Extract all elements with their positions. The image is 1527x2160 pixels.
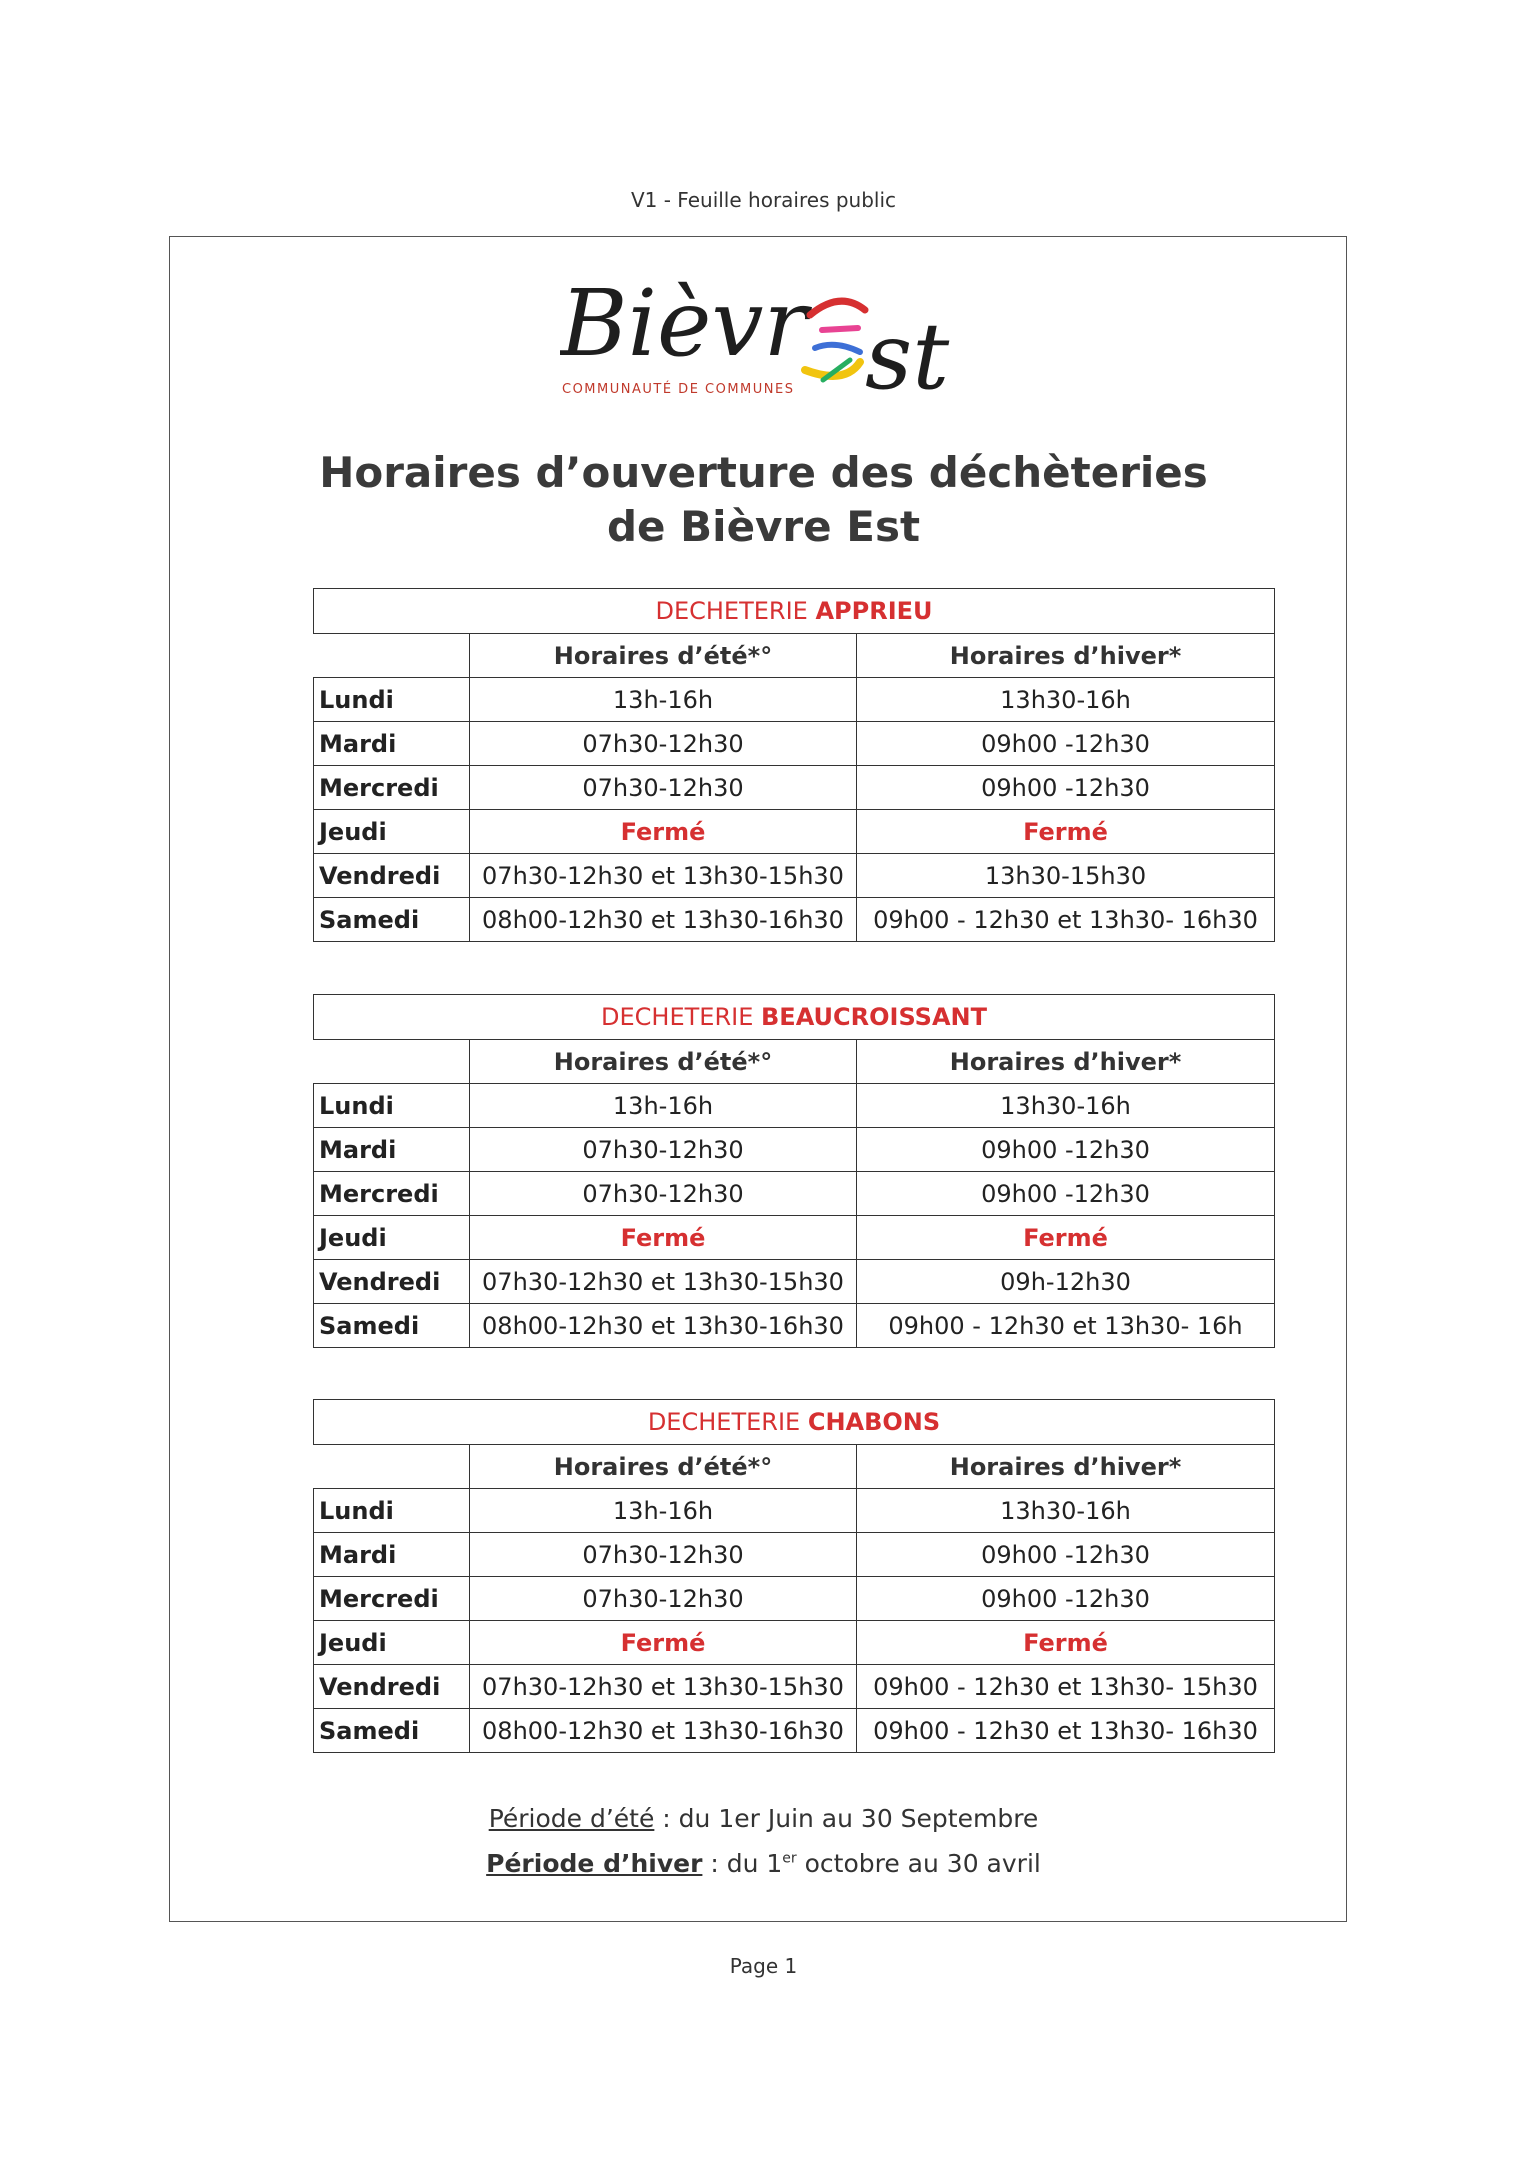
table-row [314, 854, 1275, 898]
day-cell: Mercredi [314, 1172, 470, 1216]
winter-hours-header: Horaires d’hiver* [857, 634, 1275, 678]
day-cell: Samedi [314, 1304, 470, 1348]
day-cell: Mardi [314, 1533, 470, 1577]
center-name: BEAUCROISSANT [761, 1003, 987, 1031]
summer-hours-cell: 13h-16h [470, 678, 857, 722]
logo-tagline: COMMUNAUTÉ DE COMMUNES [562, 382, 795, 397]
table-row [314, 1533, 1275, 1577]
summer-hours-cell: 07h30-12h30 [470, 1128, 857, 1172]
summer-hours-cell: 07h30-12h30 [470, 1533, 857, 1577]
day-cell: Samedi [314, 1709, 470, 1753]
summer-hours-cell: 07h30-12h30 et 13h30-15h30 [470, 1260, 857, 1304]
summer-hours-header: Horaires d’été*° [470, 1445, 857, 1489]
summer-period [0, 1804, 1527, 1833]
winter-period-sup: er [782, 1850, 797, 1867]
table-header-row [314, 1040, 1275, 1084]
header-blank-cell [314, 1040, 470, 1084]
schedule-table [313, 1399, 1275, 1753]
table-header-row [314, 634, 1275, 678]
title-line-2: de Bièvre Est [606, 502, 921, 551]
table-row [314, 1260, 1275, 1304]
winter-hours-cell: 09h00 -12h30 [857, 1128, 1275, 1172]
summer-hours-cell: 07h30-12h30 [470, 1577, 857, 1621]
winter-hours-cell: 09h00 -12h30 [857, 1533, 1275, 1577]
winter-hours-cell: 09h-12h30 [857, 1260, 1275, 1304]
winter-hours-cell: 09h00 - 12h30 et 13h30- 16h30 [857, 1709, 1275, 1753]
winter-hours-cell: 09h00 - 12h30 et 13h30- 16h [857, 1304, 1275, 1348]
schedule-table [313, 588, 1275, 942]
center-name: CHABONS [807, 1408, 941, 1436]
schedule-table [313, 994, 1275, 1348]
table-row [314, 678, 1275, 722]
table-row [314, 810, 1275, 854]
summer-hours-cell: Fermé [470, 810, 857, 854]
table-caption [314, 995, 1275, 1040]
table-caption-row [314, 1400, 1275, 1445]
svg-text:st: st [865, 303, 950, 410]
table-row [314, 1216, 1275, 1260]
caption-prefix: DECHETERIE [655, 597, 808, 625]
table-row [314, 766, 1275, 810]
winter-hours-cell: 09h00 -12h30 [857, 722, 1275, 766]
winter-hours-cell: 13h30-16h [857, 1084, 1275, 1128]
day-cell: Vendredi [314, 1260, 470, 1304]
day-cell: Mercredi [314, 766, 470, 810]
table-row [314, 1577, 1275, 1621]
svg-text:Bièvr: Bièvr [560, 270, 808, 377]
winter-hours-cell: Fermé [857, 1621, 1275, 1665]
summer-hours-cell: 07h30-12h30 [470, 722, 857, 766]
day-cell: Mardi [314, 1128, 470, 1172]
header-blank-cell [314, 634, 470, 678]
winter-hours-cell: 09h00 -12h30 [857, 1577, 1275, 1621]
summer-hours-header: Horaires d’été*° [470, 1040, 857, 1084]
table-row [314, 1709, 1275, 1753]
summer-hours-cell: 13h-16h [470, 1084, 857, 1128]
day-cell: Jeudi [314, 810, 470, 854]
winter-period-text-end: octobre au 30 avril [796, 1849, 1041, 1878]
winter-hours-cell: 09h00 -12h30 [857, 766, 1275, 810]
table-row [314, 1084, 1275, 1128]
summer-hours-cell: 13h-16h [470, 1489, 857, 1533]
winter-period-label: Période d’hiver [486, 1849, 703, 1878]
day-cell: Jeudi [314, 1216, 470, 1260]
summer-period-label: Période d’été [488, 1804, 655, 1833]
table-row [314, 1621, 1275, 1665]
table-row [314, 898, 1275, 942]
summer-hours-cell: 08h00-12h30 et 13h30-16h30 [470, 1304, 857, 1348]
day-cell: Jeudi [314, 1621, 470, 1665]
table-caption-row [314, 589, 1275, 634]
winter-hours-header: Horaires d’hiver* [857, 1445, 1275, 1489]
header-blank-cell [314, 1445, 470, 1489]
bievre-est-logo [560, 270, 980, 410]
day-cell: Vendredi [314, 854, 470, 898]
winter-hours-cell: 13h30-15h30 [857, 854, 1275, 898]
table-row [314, 1172, 1275, 1216]
document-header: V1 - Feuille horaires public [630, 188, 897, 212]
title-line-1: Horaires d’ouverture des déchèteries [319, 448, 1208, 497]
summer-hours-header: Horaires d’été*° [470, 634, 857, 678]
summer-hours-cell: Fermé [470, 1621, 857, 1665]
summer-hours-cell: 08h00-12h30 et 13h30-16h30 [470, 1709, 857, 1753]
winter-hours-cell: Fermé [857, 810, 1275, 854]
summer-hours-cell: 07h30-12h30 [470, 766, 857, 810]
center-name: APPRIEU [815, 597, 933, 625]
winter-period [0, 1849, 1527, 1878]
table-row [314, 722, 1275, 766]
day-cell: Vendredi [314, 1665, 470, 1709]
summer-period-text: : du 1er Juin au 30 Septembre [654, 1804, 1039, 1833]
table-caption-row [314, 995, 1275, 1040]
winter-hours-cell: 09h00 - 12h30 et 13h30- 15h30 [857, 1665, 1275, 1709]
table-row [314, 1304, 1275, 1348]
caption-prefix: DECHETERIE [601, 1003, 754, 1031]
summer-hours-cell: Fermé [470, 1216, 857, 1260]
day-cell: Mardi [314, 722, 470, 766]
table-row [314, 1128, 1275, 1172]
winter-hours-cell: 09h00 -12h30 [857, 1172, 1275, 1216]
winter-period-text: : du 1 [702, 1849, 783, 1878]
summer-hours-cell: 08h00-12h30 et 13h30-16h30 [470, 898, 857, 942]
day-cell: Lundi [314, 678, 470, 722]
caption-prefix: DECHETERIE [647, 1408, 801, 1436]
table-row [314, 1665, 1275, 1709]
table-row [314, 1489, 1275, 1533]
winter-hours-header: Horaires d’hiver* [857, 1040, 1275, 1084]
winter-hours-cell: 13h30-16h [857, 678, 1275, 722]
day-cell: Mercredi [314, 1577, 470, 1621]
day-cell: Lundi [314, 1489, 470, 1533]
winter-hours-cell: 09h00 - 12h30 et 13h30- 16h30 [857, 898, 1275, 942]
summer-hours-cell: 07h30-12h30 [470, 1172, 857, 1216]
table-header-row [314, 1445, 1275, 1489]
winter-hours-cell: Fermé [857, 1216, 1275, 1260]
page-number: Page 1 [729, 1954, 798, 1978]
day-cell: Lundi [314, 1084, 470, 1128]
table-caption [314, 589, 1275, 634]
winter-hours-cell: 13h30-16h [857, 1489, 1275, 1533]
page-title [0, 446, 1527, 554]
summer-hours-cell: 07h30-12h30 et 13h30-15h30 [470, 1665, 857, 1709]
summer-hours-cell: 07h30-12h30 et 13h30-15h30 [470, 854, 857, 898]
table-caption [314, 1400, 1275, 1445]
day-cell: Samedi [314, 898, 470, 942]
